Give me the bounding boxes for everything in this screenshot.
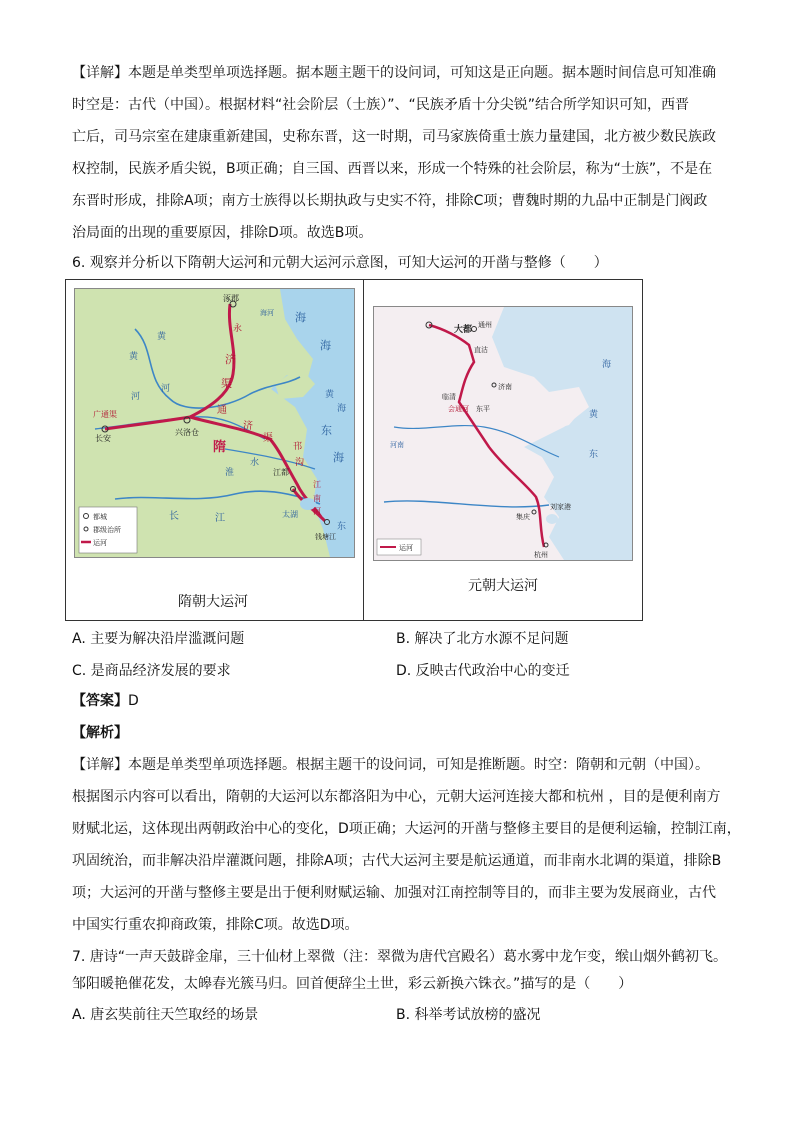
option-d: D. 反映古代政治中心的变迁 (396, 663, 570, 679)
label-dadu: 大都 (454, 325, 473, 335)
label-yuan-huang: 黄 (589, 410, 599, 420)
label-tong: 通 (217, 405, 227, 416)
q7-option-b: B. 科举考试放榜的盛况 (396, 1007, 541, 1023)
label-he2: 河 (313, 507, 321, 516)
label-yong: 永 (233, 324, 243, 334)
caption-yuan: 元朝大运河 (468, 578, 538, 594)
sui-canal-map (74, 288, 355, 558)
label-tongzhou: 通州 (478, 321, 492, 329)
yuan-map-svg (374, 307, 632, 560)
text-line: 财赋北运，这体现出两朝政治中心的变化，D项正确；大运河的开凿与整修主要目的是便利运输，控制江南， (72, 821, 741, 837)
label-linqing: 临清 (442, 393, 456, 401)
label-yuan-hai: 海 (602, 360, 612, 370)
option-b: B. 解决了北方水源不足问题 (396, 631, 569, 647)
text-line: 【详解】本题是单类型单项选择题。据本题主题干的设问词，可知这是正向题。据本题时间信息可知准确 (72, 65, 716, 81)
label-liujia: 刘家港 (550, 503, 571, 511)
caption-sui: 隋朝大运河 (178, 594, 248, 610)
label-huang2: 黄 (129, 352, 139, 362)
question-7-cont: 邹阳暖艳催花发，太皞春光簇马归。回首便辞尘土世，彩云新换六铢衣。”描写的是（ ） (72, 976, 633, 992)
text-line: 权控制，民族矛盾尖锐，B项正确；自三国、西晋以来，形成一个特殊的社会阶层，称为“士族”，不是在 (72, 161, 713, 177)
label-haihe: 海河 (260, 309, 274, 317)
label-qu2: 渠 (263, 433, 273, 444)
label-taihu: 太湖 (282, 510, 298, 519)
question-6: 6. 观察并分析以下隋朝大运河和元朝大运河示意图，可知大运河的开凿与整修（ ） (72, 255, 608, 271)
text-line: 根据图示内容可以看出，隋朝的大运河以东都洛阳为中心，元朝大运河连接大都和杭州 ，目的是便利南方 (72, 789, 721, 805)
yuan-lake (546, 514, 558, 524)
label-yuan-dong: 东 (589, 450, 599, 460)
canal-maps-figure (65, 279, 643, 621)
label-sea2: 海 (320, 339, 331, 352)
answer-tag: 【答案】 (72, 693, 128, 709)
text-line: 治局面的出现的重要原因，排除D项。故选B项。 (72, 225, 373, 241)
label-hangzhou: 杭州 (534, 551, 548, 559)
figure-divider (363, 280, 364, 620)
text-line: 时空是：古代（中国）。根据材料“社会阶层（士族）”、“民族矛盾十分尖锐”结合所学知识可知，西晋 (72, 97, 690, 113)
legend-prefecture: 郡级治所 (93, 526, 121, 534)
option-c: C. 是商品经济发展的要求 (72, 663, 231, 679)
yuan-legend-canal: 运河 (399, 544, 413, 552)
label-shui: 水 (250, 458, 260, 468)
label-qiantang: 钱塘江 (315, 533, 336, 541)
label-gou: 沟 (295, 458, 305, 468)
yuan-canal-map (373, 306, 633, 561)
label-huang-sea: 黄 (325, 390, 335, 400)
label-huai: 淮 (225, 468, 235, 478)
label-he3: 河 (131, 392, 141, 402)
option-a: A. 主要为解决沿岸滥溉问题 (72, 631, 245, 647)
label-chang: 长 (169, 511, 179, 522)
label-zhigu: 直沽 (474, 346, 488, 354)
label-nan: 南 (313, 494, 321, 503)
sui-map-svg (75, 289, 354, 557)
legend-canal: 运河 (93, 539, 107, 547)
label-jinan: 济南 (498, 383, 512, 391)
label-east-sea: 东 (321, 424, 332, 437)
answer-value: D (128, 693, 139, 709)
label-sui: 隋 (213, 440, 227, 455)
label-sea1: 海 (295, 311, 306, 324)
label-ji: 济 (225, 353, 236, 366)
label-huang-sea2: 海 (337, 404, 347, 414)
label-guangtong: 广通渠 (93, 410, 117, 419)
legend-capital: 都城 (93, 513, 107, 521)
label-qu: 渠 (221, 377, 232, 390)
question-7: 7. 唐诗“一声天鼓辟金扉，三十仙材上翠微（注：翠微为唐代宫殿名）葛水雾中龙乍变，缑山烟外鹤初飞。 (72, 949, 728, 965)
label-dong: 东 (337, 522, 347, 532)
label-zhuojun: 涿郡 (223, 294, 239, 303)
text-line: 巩固统治，而非解决沿岸灌溉问题，排除A项；古代大运河主要是航运通道，而非南水北调的渠道，排除B (72, 853, 722, 869)
analysis-tag: 【解析】 (72, 725, 128, 741)
label-jiang: 江 (313, 480, 321, 489)
text-line: 项；大运河的开凿与整修主要是出于便利财赋运输、加强对江南控制等目的，而非主要为发展商业，古代 (72, 885, 716, 901)
label-ji2: 济 (243, 421, 253, 432)
text-line: 中国实行重农抑商政策，排除C项。故选D项。 (72, 917, 359, 933)
label-jiqing: 集庆 (516, 513, 530, 521)
text-line: 亡后，司马宗室在建康重新建国，史称东晋，这一时期，司马家族倚重士族力量建国，北方被少数民族政 (72, 129, 716, 145)
label-huang-river: 黄 (157, 332, 167, 342)
text-line: 【详解】本题是单类型单项选择题。根据主题干的设问词，可知是推断题。时空：隋朝和元朝（中国）。 (72, 757, 709, 773)
text-line: 东晋时形成，排除A项；南方士族得以长期执政与史实不符，排除C项；曹魏时期的九品中正制是门阀政 (72, 193, 708, 209)
label-jiangdu: 江都 (273, 468, 289, 477)
label-huitong: 会通河 (448, 405, 469, 413)
label-sea3: 海 (333, 451, 344, 464)
answer-line (72, 691, 139, 711)
label-dongping: 东平 (476, 405, 490, 413)
label-changan: 长安 (95, 434, 111, 443)
q7-option-a: A. 唐玄奘前往天竺取经的场景 (72, 1007, 259, 1023)
label-jiang2: 江 (215, 513, 225, 524)
label-han: 邗 (293, 442, 303, 452)
label-xingluocang: 兴洛仓 (175, 428, 199, 437)
label-he1: 河 (161, 384, 171, 394)
label-henan: 河南 (390, 441, 404, 449)
